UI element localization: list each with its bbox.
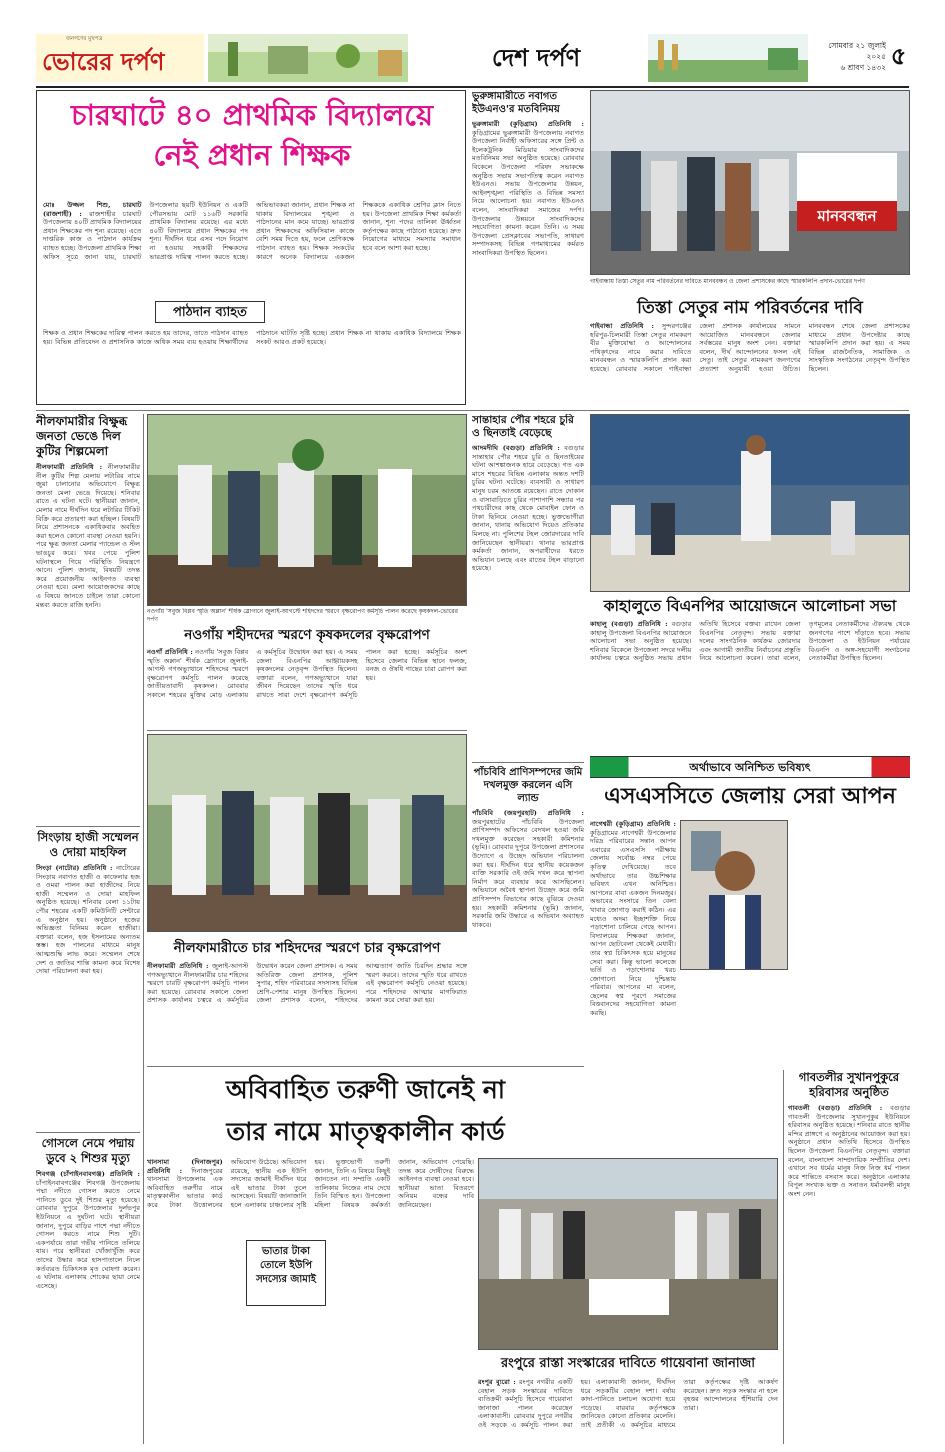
lead-subhead: পাঠদান ব্যাহত — [155, 301, 265, 323]
rangpur-headline: রংপুরে রাস্তা সংস্কারের দাবিতে গায়েবানা জানাজা — [500, 1356, 756, 1371]
santahar-story — [472, 414, 584, 759]
divider-santahar — [472, 762, 584, 763]
chapai-byline: শিবগঞ্জ (চাঁপাইনবাবগঞ্জ) প্রতিনিধি : — [36, 1170, 140, 1178]
bhurungamari-byline: ভুরুঙ্গামারী (কুড়িগ্রাম) প্রতিনিধি : — [472, 120, 584, 128]
nilphamari-kuthi-story — [36, 414, 140, 824]
panchbibi-story — [472, 766, 584, 1066]
rangpur-body — [478, 1378, 778, 1444]
gabtali-body-text: বগুড়ার গাবতলী উপজেলার সুখানপুকুর ইউনিয়নে হরিবাসর অনুষ্ঠিত হয়েছে। শনিবার রাতে স্থানীয় মন্দির প্রাঙ্গণে এ অনুষ্ঠানের আয়োজন করা হয়। অনুষ্ঠানে প্রধান অতিথি হিসেবে উপস্থিত ছিলেন উপজেলা বিএনপির নেতৃবৃন্দ। বক্তারা বলেন, বাংলাদেশ সাম্প্রদায়িক সম্প্রীতির দেশ। এখানে সব ধর্মের মানুষ নিজ নিজ ধর্ম পালন করে শান্তিতে বসবাস করে। অনুষ্ঠানে এলাকার বিপুল সংখ্যক ভক্ত ও সনাতন ধর্মাবলম্বী মানুষ অংশ নেন। — [788, 1104, 910, 1198]
divider-naogaon — [147, 730, 467, 731]
paper-name: ভোরের দর্পণ — [42, 47, 165, 76]
nilphamari-kuthi-body-text: নীলফামারীর নীল কুটির শিল্প মেলায় লটারির নামে জুয়া চালানোর অভিযোগে বিক্ষুব্ধ জনতা মেলা ভেঙে দিয়েছে। শনিবার রাতে এ ঘটনা ঘটে। স্থানীয়রা জানান, মেলার নামে দীর্ঘদিন ধরে লটারির টিকিট বিক্রি করে প্রতারণা করা হচ্ছিল। বিষয়টি নিয়ে প্রশাসনকে একাধিকবার অবহিত করা হলেও কোনো ব্যবস্থা নেওয়া হয়নি। পরে ক্ষুব্ধ জনতা মেলার প্যান্ডেল ও স্টল ভাঙচুর করে। খবর পেয়ে পুলিশ ঘটনাস্থলে গিয়ে পরিস্থিতি নিয়ন্ত্রণে আনে। পুলিশ জানায়, বিষয়টি তদন্ত করে প্রয়োজনীয় আইনগত ব্যবস্থা নেওয়া হবে। মেলা আয়োজকদের কাছে এ বিষয়ে জানতে চাইলে তারা কোনো মন্তব্য করতে রাজি হননি। — [36, 463, 140, 609]
panchbibi-body-text: জয়পুরহাটের পাঁচবিবি উপজেলা প্রাণিসম্পদ অফিসের বেদখল হওয়া জমি দখলমুক্ত করেছেন সহকারী কমিশনার (ভূমি)। রোববার দুপুরে উপজেলা প্রশাসনের উদ্যোগে এ উচ্ছেদ অভিযান পরিচালনা করা হয়। দীর্ঘদিন ধরে স্থানীয় কয়েকজন ব্যক্তি সরকারি ওই জমি দখল করে স্থাপনা নির্মাণ করে ব্যবহার করে আসছিলেন। অভিযানে অবৈধ স্থাপনা উচ্ছেদ করে জমি প্রাণিসম্পদ বিভাগের কাছে বুঝিয়ে দেওয়া হয়। সহকারী কমিশনার (ভূমি) জানান, সরকারি জমি উদ্ধারে এ অভিযান অব্যাহত থাকবে। — [472, 817, 584, 929]
farm-illustration — [208, 34, 408, 82]
lead-byline: মোঃ উজ্জল শিশু, চারঘাট (রাজশাহী) : — [43, 201, 142, 218]
naogaon-photo-caption: নওগাঁয় 'সবুজ বিপ্লব স্মৃতি অম্লান' শীর্ষক স্লোগানে জুলাই-আগস্টে শহিদদের স্মরণে বৃক্ষরোপণ কর্মসূচি পালন করেছে কৃষকদল-ভোরের দর্পণ — [147, 608, 458, 623]
gabtali-story — [788, 1070, 910, 1444]
singra-headline: সিংড়ায় হাজী সম্মেলন ও দোয়া মাহফিল — [37, 830, 139, 859]
kantaly-byline: খানসামা (দিনাজপুর) প্রতিনিধি : — [147, 1158, 223, 1175]
nilphamari-tree-byline: নীলফামারী প্রতিনিধি : — [147, 962, 209, 970]
nilphamari-tree-body — [147, 962, 467, 1062]
rangpur-byline: রংপুর ব্যুরো : — [478, 1378, 516, 1386]
divider-left-col — [143, 414, 144, 1444]
divider-gabtali — [783, 1070, 784, 1444]
meeting-photo — [591, 415, 910, 592]
chapai-headline: গোসলে নেমে পদ্মায় ডুবে ২ শিশুর মৃত্যু — [41, 1136, 135, 1165]
naogaon-byline: নওগাঁ প্রতিনিধি : — [147, 648, 193, 656]
divider-singra — [36, 826, 140, 827]
santahar-headline: সান্তাহার পৌর শহরে চুরি ও ছিনতাই বেড়েছে — [472, 414, 574, 439]
rangpur-photo — [478, 1158, 778, 1350]
kantaly-headline-2: তার নামে মাতৃত্বকালীন কার্ড — [226, 1117, 505, 1146]
naogaon-body-text: নওগাঁয় 'সবুজ বিপ্লব স্মৃতি অম্লান' শীর্ষক স্লোগানে জুলাই-আগস্ট গণঅভ্যুত্থানে শহিদদের স্মরণে বৃক্ষরোপণ কর্মসূচি পালন করেছে জাতীয়তাবাদী কৃষকদল। রোববার সকালে শহরের মুক্তির মোড় এলাকায় এ কর্মসূচির উদ্বোধন করা হয়। এ সময় জেলা বিএনপির আহ্বায়কসহ কৃষকদলের নেতৃবৃন্দ উপস্থিত ছিলেন। বক্তারা বলেন, গণঅভ্যুত্থানে যারা জীবন দিয়েছেন তাদের স্মৃতি ধরে রাখতে সারা দেশে বৃক্ষরোপণ কর্মসূচি পালন করা হচ্ছে। কর্মসূচির অংশ হিসেবে জেলার বিভিন্ন স্থানে ফলজ, বনজ ও ঔষধি গাছের চারা রোপণ করা হয়। — [147, 648, 467, 699]
gabtali-byline: গাবতলী (বগুড়া) প্রতিনিধি : — [788, 1104, 883, 1112]
funeral-prayer-photo — [479, 1159, 778, 1350]
teesta-body — [590, 322, 910, 402]
bhurungamari-body-text: কুড়িগ্রামের ভুরুঙ্গামারী উপজেলায় নবাগত উপজেলা নির্বাহী অফিসারের সঙ্গে প্রিন্ট ও ইলেকট্রনিক মিডিয়ার সাংবাদিকদের মতবিনিময় সভা অনুষ্ঠিত হয়েছে। রোববার বিকেলে উপজেলা পরিষদ সভাকক্ষে অনুষ্ঠিত সভায় সভাপতিত্ব করেন নবাগত ইউএনও। সভায় উপজেলার উন্নয়ন, আইনশৃঙ্খলা পরিস্থিতি ও বিভিন্ন সমস্যা নিয়ে আলোচনা হয়। নবাগত ইউএনও বলেন, সাংবাদিকরা সমাজের দর্পণ। উপজেলার উন্নয়নে সাংবাদিকদের সহযোগিতা কামনা করেন তিনি। এ সময় উপজেলা প্রেসক্লাবের সভাপতি, সাধারণ সম্পাদকসহ বিভিন্ন গণমাধ্যমের কর্মরত সাংবাদিকরা উপস্থিত ছিলেন। — [472, 128, 584, 257]
ssc-body-left — [590, 820, 676, 1070]
tree-planting-photo — [148, 415, 467, 606]
naogaon-body — [147, 648, 467, 726]
singra-byline: সিংড়া (নাটোর) প্রতিনিধি : — [36, 864, 113, 872]
student-portrait — [681, 821, 788, 970]
date-block — [816, 40, 886, 80]
masthead-photo-right — [648, 34, 808, 82]
panchbibi-headline: পাঁচবিবি প্রাণিসম্পদের জমি দখলমুক্ত করলেন এসি ল্যান্ড — [473, 767, 583, 804]
santahar-body-text: বগুড়ার সান্তাহার পৌর শহরে চুরি ও ছিনতাইয়ের ঘটনা আশঙ্কাজনক হারে বেড়েছে। গত এক মাসে শহরের বিভিন্ন এলাকায় অন্তত দশটি চুরির ঘটনা ঘটেছে। ব্যবসায়ী ও সাধারণ মানুষ চরম আতঙ্কে রয়েছেন। রাতে দোকান ও বাসাবাড়িতে চুরির পাশাপাশি সন্ধ্যার পর পথচারীদের কাছ থেকে মোবাইল ফোন ও টাকা ছিনিয়ে নেওয়া হচ্ছে। ভুক্তভোগীরা জানান, থানায় অভিযোগ দিয়েও প্রতিকার মিলছে না। পুলিশের টহল জোরদারের দাবি জানিয়েছেন স্থানীয়রা। থানার ভারপ্রাপ্ত কর্মকর্তা জানান, অপরাধীদের ধরতে অভিযান চলছে এবং রাতের টহল বাড়ানো হয়েছে। — [472, 444, 584, 573]
bhurungamari-headline: ভুরুঙ্গামারীতে নবাগত ইউএনও'র মতবিনিময় — [472, 91, 560, 115]
section-title: দেশ দর্পণ — [491, 43, 581, 72]
ssc-headline: এসএসসিতে জেলায় সেরা আপন — [604, 784, 896, 809]
lead-headline-2: নেই প্রধান শিক্ষক — [153, 138, 351, 172]
nilphamari-tree-headline: নীলফামারীতে চার শহিদদের স্মরণে চার বৃক্ষরোপণ — [173, 940, 441, 956]
teesta-photo-caption: গাইবান্ধায় তিস্তা সেতুর নাম পরিবর্তনের দাবিতে মানববন্ধন ও জেলা প্রশাসকের কাছে স্মারকলিপি প্রদান-ভোরের দর্পণ — [590, 278, 865, 285]
ssc-banner — [590, 756, 910, 778]
lead-body-text: রাজশাহীর চারঘাট উপজেলায় ৪০টি প্রাথমিক বিদ্যালয়ের প্রধান শিক্ষকের পদ শূন্য রয়েছে। এতে দাপ্তরিক কাজ ও পাঠদান কার্যক্রম ব্যাহত হচ্ছে। উপজেলা প্রাথমিক শিক্ষা অফিস সূত্রে জানা যায়, চারঘাট উপজেলার ছয়টি ইউনিয়ন ও একটি পৌরসভায় মোট ১১৬টি সরকারি প্রাথমিক বিদ্যালয় রয়েছে। এর মধ্যে ৪০টি বিদ্যালয়ে প্রধান শিক্ষকের পদ শূন্য। দীর্ঘদিন ধরে এসব পদে নিয়োগ না হওয়ায় সহকারী শিক্ষকদের ভারপ্রাপ্ত দায়িত্ব পালন করতে হচ্ছে। অভিভাবকরা জানান, প্রধান শিক্ষক না থাকায় বিদ্যালয়ের শৃঙ্খলা ও পাঠদানের মান কমে যাচ্ছে। ভারপ্রাপ্ত প্রধান শিক্ষকদের অফিসিয়াল কাজে বেশি সময় দিতে হয়, ফলে শ্রেণিকক্ষে পাঠদান ব্যাহত হয়। শিক্ষক সংকটের কারণে অনেক বিদ্যালয়ে একজন শিক্ষককে একাধিক শ্রেণির ক্লাস নিতে হয়। উপজেলা প্রাথমিক শিক্ষা কর্মকর্তা জানান, শূন্য পদের তালিকা ঊর্ধ্বতন কর্তৃপক্ষের কাছে পাঠানো হয়েছে। দ্রুত নিয়োগের মাধ্যমে সমস্যার সমাধান হবে বলে আশা করা হচ্ছে। — [43, 201, 461, 261]
lead-sub-body: শিক্ষক ও প্রধান শিক্ষকের দায়িত্ব পালন করতে হয় তাদের, তাতে পাঠদান ব্যাহত হয়। বিভিন্ন প্রতিবেদন ও প্রশাসনিক কাজে অধিক সময় ব্যয় হওয়ায় শিক্ষার্থীদের পাঠদানে ঘাটতি সৃষ্টি হচ্ছে। প্রধান শিক্ষক না থাকায় একাধিক বিদ্যালয়ে শিক্ষক সংকট আরও প্রকট হয়েছে। — [43, 329, 461, 346]
teesta-banner: মানববন্ধন — [817, 207, 877, 225]
lead-body — [43, 201, 461, 293]
lead-story — [36, 90, 466, 405]
ssc-byline: নাগেশ্বরী (কুড়িগ্রাম) প্রতিনিধি : — [590, 820, 676, 828]
kahalu-body-text: বগুড়ার কাহালু উপজেলা বিএনপির আয়োজনে আলোচনা সভা অনুষ্ঠিত হয়েছে। শনিবার বিকেলে উপজেলা সদরে দলীয় কার্যালয় চত্বরে অনুষ্ঠিত সভায় প্রধান অতিথি হিসেবে বক্তব্য রাখেন জেলা বিএনপির নেতৃবৃন্দ। সভায় বক্তারা দলের সাংগঠনিক কার্যক্রম জোরদার এবং আগামী জাতীয় নির্বাচনের প্রস্তুতি নিয়ে আলোচনা করেন। তারা বলেন, তৃণমূলের নেতাকর্মীদের ঐক্যবদ্ধ থেকে জনগণের পাশে দাঁড়াতে হবে। সভায় উপজেলা ও ইউনিয়ন পর্যায়ের বিএনপি ও অঙ্গ-সহযোগী সংগঠনের নেতাকর্মীরা উপস্থিত ছিলেন। — [590, 620, 910, 663]
singra-body-text: নাটোরের সিংড়ায় নবাগত হাজী ও কাফেলার হজ ও ওমরা পালন করা হাজীদের নিয়ে হাজী সম্মেলন ও দোয়া মাহফিল অনুষ্ঠিত হয়েছে। শনিবার বেলা ১১টায় পৌর শহরের একটি কমিউনিটি সেন্টারে এ অনুষ্ঠান হয়। অনুষ্ঠানে হজের অভিজ্ঞতা বিনিময় করেন হাজীরা। বক্তারা বলেন, হজ ইসলামের অন্যতম স্তম্ভ। হজ পালনের মাধ্যমে মানুষ আত্মশুদ্ধি লাভ করে। সম্মেলন শেষে দেশ ও জাতির শান্তি কামনা করে বিশেষ দোয়া পরিচালনা করা হয়। — [36, 864, 140, 976]
rangpur-body-text: রংপুর নগরীর একটি বেহাল সড়ক সংস্কারের দাবিতে ব্যতিক্রমী কর্মসূচি হিসেবে গায়েবানা জানাজা পালন করেছেন এলাকাবাসী। রোববার দুপুরে নগরীর ওই সড়কে এ কর্মসূচি পালন করা হয়। এলাকাবাসী জানান, দীর্ঘদিন ধরে সড়কটির বেহাল দশা। বর্ষায় কাদা-পানিতে চলাচল অযোগ্য হয়ে পড়েছে। বারবার কর্তৃপক্ষকে জানিয়েও কোনো প্রতিকার মেলেনি। তাই প্রতীকী এ কর্মসূচির মাধ্যমে তারা কর্তৃপক্ষের দৃষ্টি আকর্ষণ করেছেন। দ্রুত সড়ক সংস্কার না হলে বৃহত্তর আন্দোলনের হুঁশিয়ারি দেন তারা। — [478, 1378, 778, 1429]
masthead-photo-strip — [208, 34, 408, 82]
bhurungamari-body — [472, 120, 584, 380]
bhurungamari-story — [472, 90, 584, 395]
naogaon-headline: নওগাঁয় শহীদদের স্মরণে কৃষকদলের বৃক্ষরোপণ — [184, 627, 430, 643]
lead-headline-1: চারঘাটে ৪০ প্রাথমিক বিদ্যালয়ে — [70, 98, 434, 132]
paper-tagline: জনগণের মুখপত্র — [66, 36, 103, 42]
naogaon-photo — [147, 414, 467, 606]
singra-story — [36, 830, 140, 1130]
chapai-body-text: চাঁপাইনবাবগঞ্জের শিবগঞ্জ উপজেলায় পদ্মা নদীতে গোসল করতে নেমে পানিতে ডুবে দুই শিশুর মৃত্যু হয়েছে। রোববার দুপুরে উপজেলার দুর্লভপুর ইউনিয়নে এ দুর্ঘটনা ঘটে। স্থানীয়রা জানান, দুপুরে বাড়ির পাশে পদ্মা নদীতে গোসল করতে নামে শিশু দুটি। একপর্যায়ে তারা গভীর পানিতে তলিয়ে যায়। পরে স্থানীয়রা খোঁজাখুঁজি করে তাদের উদ্ধার করে হাসপাতালে নিলে কর্তব্যরত চিকিৎসক মৃত ঘোষণা করেন। এ ঘটনায় এলাকায় শোকের ছায়া নেমে এসেছে। — [36, 1178, 140, 1290]
chapai-story — [36, 1136, 140, 1444]
panchbibi-byline: পাঁচবিবি (জয়পুরহাট) প্রতিনিধি : — [472, 809, 584, 817]
date-gregorian: সোমবার ২১ জুলাই ২০২৫ — [828, 41, 886, 61]
panchbibi-body — [472, 809, 584, 1049]
date-bangla: ৬ শ্রাবণ ১৪৩২ — [840, 63, 886, 72]
divider-top — [36, 410, 909, 411]
gabtali-headline: গাবতলীর সুখানপুকুরে হরিবাসর অনুষ্ঠিত — [798, 1070, 900, 1099]
teesta-byline: গাইবান্ধা প্রতিনিধি : — [590, 322, 654, 330]
page-number: ৫ — [890, 42, 907, 70]
santahar-body — [472, 444, 584, 744]
nilphamari-kuthi-body — [36, 463, 140, 803]
ssc-student-photo — [680, 820, 788, 970]
nilphamari-kuthi-byline: নীলফামারী প্রতিনিধি : — [36, 463, 103, 471]
ssc-body-text: কুড়িগ্রামের নাগেশ্বরী উপজেলার দরিদ্র পরিবারের সন্তান আপন এবারের এসএসসি পরীক্ষায় জেলায় সর্বোচ্চ নম্বর পেয়ে কৃতিত্ব দেখিয়েছে। তবে অর্থাভাবে তার উচ্চশিক্ষার ভবিষ্যৎ এখন অনিশ্চিত। আপনের বাবা একজন দিনমজুর। অভাবের সংসারে তিন বেলা খাবার জোগাড় করাই কঠিন। এর মধ্যেও অদম্য ইচ্ছাশক্তি নিয়ে পড়াশোনা চালিয়ে গেছে আপন। বিদ্যালয়ের শিক্ষকরা জানান, আপন ছোটবেলা থেকেই মেধাবী। তার স্বপ্ন চিকিৎসক হয়ে মানুষের সেবা করা। কিন্তু ভালো কলেজে ভর্তি ও পড়াশোনার খরচ জোগানো নিয়ে দুশ্চিন্তায় পরিবার। আপনের মা বলেন, ছেলের স্বপ্ন পূরণে সমাজের বিত্তবানদের সহযোগিতা কামনা করছি। — [590, 828, 676, 1018]
ssc-banner-text: অর্থাভাবে অনিশ্চিত ভবিষ্যৎ — [689, 761, 811, 774]
masthead — [36, 28, 909, 88]
kahalu-headline: কাহালুতে বিএনপির আয়োজনে আলোচনা সভা — [603, 597, 897, 615]
divider-chapai — [36, 1132, 140, 1133]
nilphamari-kuthi-headline: নীলফামারীর বিক্ষুব্ধ জনতা ভেঙে দিল কুটির শিল্পমেলা — [36, 414, 128, 458]
kantaly-body-text: দিনাজপুরের খানসামা উপজেলায় এক অবিবাহিত তরুণীর নামে মাতৃত্বকালীন ভাতার কার্ড করে টাকা উত্তোলনের অভিযোগ উঠেছে। অভিযোগ রয়েছে, স্থানীয় এক ইউপি সদস্যের জামাই দীর্ঘদিন ধরে এই ভাতার টাকা তুলে আসছেন। বিষয়টি জানাজানি হলে এলাকায় চাঞ্চল্যের সৃষ্টি হয়। ভুক্তভোগী তরুণী জানান, তিনি এ বিষয়ে কিছুই জানতেন না। সম্প্রতি একটি তালিকায় নিজের নাম দেখে তিনি বিস্মিত হন। উপজেলা মহিলা বিষয়ক কর্মকর্তা জানান, অভিযোগ পেয়েছি। তদন্ত করে দোষীদের বিরুদ্ধে আইনগত ব্যবস্থা নেওয়া হবে। স্থানীয়রা ভাতা বিতরণে অনিয়ম বন্ধের দাবি জানিয়েছেন। — [147, 1158, 474, 1209]
human-chain-photo — [591, 91, 910, 275]
kantaly-subhead: ভাতার টাকা তোলে ইউপি সদস্যের জামাই — [246, 1240, 326, 1306]
santahar-byline: আদমদীঘি (বগুড়া) প্রতিনিধি : — [472, 444, 560, 452]
nilphamari-tree-body-text: জুলাই-আগস্ট গণঅভ্যুত্থানে নীলফামারীর চার শহিদের স্মরণে চারটি বৃক্ষরোপণ কর্মসূচি পালন করা হয়েছে। রোববার সকালে জেলা প্রশাসক কার্যালয় চত্বরে এ কর্মসূচির উদ্বোধন করেন জেলা প্রশাসক। এ সময় অতিরিক্ত জেলা প্রশাসক, পুলিশ সুপার, শহিদ পরিবারের সদস্যসহ বিভিন্ন শ্রেণি-পেশার মানুষ উপস্থিত ছিলেন। জেলা প্রশাসক বলেন, শহিদদের আত্মত্যাগ জাতি চিরদিন শ্রদ্ধার সঙ্গে স্মরণ করবে। তাদের স্মৃতি ধরে রাখতে এই বৃক্ষরোপণ কর্মসূচি নেওয়া হয়েছে। পরে শহিদদের আত্মার মাগফিরাত কামনা করে দোয়া করা হয়। — [147, 962, 467, 1005]
chapai-body — [36, 1170, 140, 1420]
nilphamari-tree-photo — [147, 734, 467, 932]
kahalu-byline: কাহালু (বগুড়া) প্রতিনিধি : — [590, 620, 668, 628]
kahalu-photo — [590, 414, 910, 592]
teesta-headline: তিস্তা সেতুর নাম পরিবর্তনের দাবি — [637, 298, 863, 318]
kantaly-headline-1: অবিবাহিত তরুণী জানেই না — [225, 1075, 505, 1104]
kahalu-body — [590, 620, 910, 752]
teesta-photo — [590, 90, 910, 275]
singra-body — [36, 864, 140, 1104]
teesta-body-text: সুন্দরগঞ্জের হরিপুর-চিলমারী তিস্তা সেতুর নামকরণ বীর মুক্তিযোদ্ধা ও আন্দোলনের পথিকৃৎদের নামে করার দাবিতে মানববন্ধন ও স্মারকলিপি প্রদান করা হয়েছে। রোববার সকালে গাইবান্ধা জেলা প্রশাসক কার্যালয়ের সামনে আয়োজিত মানববন্ধনে জেলার সর্বস্তরের মানুষ অংশ নেন। বক্তারা বলেন, দীর্ঘ আন্দোলনের ফসল এই সেতু। তাই সেতুর নামকরণ জনগণের প্রত্যাশা অনুযায়ী হওয়া উচিত। মানববন্ধন শেষে জেলা প্রশাসকের মাধ্যমে প্রধান উপদেষ্টার কাছে স্মারকলিপি প্রদান করা হয়। এ সময় বিভিন্ন রাজনৈতিক, সামাজিক ও সাংস্কৃতিক সংগঠনের নেতৃবৃন্দ উপস্থিত ছিলেন। — [590, 322, 910, 373]
officials-planting-photo — [148, 735, 467, 932]
gabtali-body — [788, 1104, 910, 1424]
divider-middle-lower — [147, 1066, 584, 1067]
wheat-illustration — [648, 34, 808, 82]
paper-logo — [36, 34, 204, 82]
